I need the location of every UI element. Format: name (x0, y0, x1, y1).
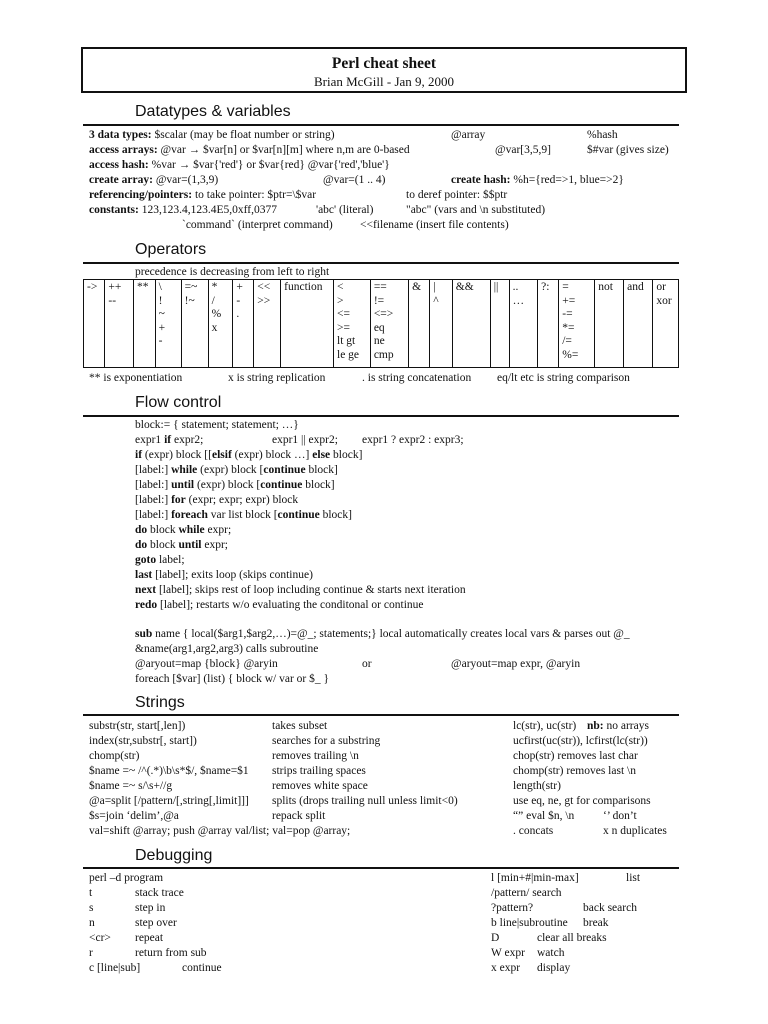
section-heading-strings: Strings (135, 694, 185, 711)
operator-cell: = += -= *= /= %= (559, 280, 595, 368)
string-note: ucfirst(uc(str)), lcfirst(lc(str)) (513, 735, 648, 747)
dt-line-6: constants: 123,123.4,123.4E5,0xff,0377 (89, 204, 277, 216)
op-note-3: . is string concatenation (362, 372, 472, 384)
dt-line-5: referencing/pointers: to take pointer: $ptr=\$var (89, 189, 317, 201)
string-note: length(str) (513, 780, 561, 792)
string-function: substr(str, start[,len]) (89, 720, 186, 732)
section-rule (83, 714, 679, 716)
debug-key: l [min+#|min-max] (491, 872, 579, 884)
debug-desc: list (626, 872, 641, 884)
flow-statement: redo [label]; restarts w/o evaluating the conditonal or continue (135, 599, 424, 611)
flow-foreach: foreach [$var] (list) { block w/ var or $_ } (135, 673, 330, 685)
operator-cell: + - . (233, 280, 254, 368)
operator-cell: * / % x (208, 280, 233, 368)
flow-map-expr: @aryout=map expr, @aryin (451, 658, 581, 670)
string-function: $s=join ‘delim’,@a (89, 810, 179, 822)
debug-desc: return from sub (135, 947, 207, 959)
debug-desc: repeat (135, 932, 164, 944)
string-description: splits (drops trailing null unless limit<0) (272, 795, 458, 807)
debug-desc: clear all breaks (537, 932, 607, 944)
dt-size: $#var (gives size) (587, 144, 669, 156)
dt-line-2: access arrays: @var → $var[n] or $var[n][m] where n,m are 0-based (89, 144, 410, 156)
operator-cell: < > <= >= lt gt le ge (334, 280, 371, 368)
flow-statement: [label:] while (expr) block [continue block] (135, 464, 338, 476)
debug-key: n (89, 917, 95, 929)
operator-cell: & (409, 280, 430, 368)
operator-cell: && (452, 280, 490, 368)
operator-cell: ++ -- (105, 280, 134, 368)
section-rule (83, 262, 679, 264)
dt-hash: %hash (587, 129, 618, 141)
debug-key: b line|subroutine (491, 917, 568, 929)
flow-statement: last [label]; exits loop (skips continue) (135, 569, 313, 581)
flow-or: or (362, 658, 372, 670)
operator-cell: and (624, 280, 653, 368)
dt-slice: @var[3,5,9] (495, 144, 551, 156)
op-note-1: ** is exponentiation (89, 372, 183, 384)
flow-statement: if (expr) block [[elsif (expr) block …] else block] (135, 449, 363, 461)
title-box (81, 47, 687, 93)
debug-command: perl –d program (89, 872, 164, 884)
string-function: $name =~ /^(.*)\b\s*$/, $name=$1 (89, 765, 249, 777)
debug-key: r (89, 947, 93, 959)
operator-cell: << >> (254, 280, 281, 368)
section-rule (83, 867, 679, 869)
debug-desc: display (537, 962, 571, 974)
section-rule (83, 415, 679, 417)
debug-desc: step in (135, 902, 166, 914)
string-note: “” eval $n, \n (513, 810, 575, 822)
flow-expr-ternary: expr1 ? expr2 : expr3; (362, 434, 464, 446)
operator-cell: == != <=> eq ne cmp (370, 280, 408, 368)
operator-cell: function (281, 280, 334, 368)
debug-key: D (491, 932, 500, 944)
string-note-extra: ‘’ don’t (603, 810, 637, 822)
string-function: @a=split [/pattern/[,string[,limit]]] (89, 795, 249, 807)
flow-statement: [label:] foreach var list block [continue block] (135, 509, 352, 521)
section-heading-operators: Operators (135, 241, 207, 258)
debug-desc: step over (135, 917, 177, 929)
debug-key: /pattern/ search (491, 887, 562, 899)
flow-statement: next [label]; skips rest of loop including continue & starts next iteration (135, 584, 466, 596)
debug-desc: back search (583, 902, 637, 914)
debug-desc: continue (182, 962, 222, 974)
debug-desc: stack trace (135, 887, 184, 899)
operator-cell: or xor (653, 280, 679, 368)
operator-cell: not (595, 280, 624, 368)
op-note-4: eq/lt etc is string comparison (497, 372, 630, 384)
string-description: strips trailing spaces (272, 765, 366, 777)
section-rule (83, 124, 679, 126)
section-heading-debugging: Debugging (135, 847, 213, 864)
flow-block: block:= { statement; statement; …} (135, 419, 299, 431)
flow-statement: [label:] until (expr) block [continue block] (135, 479, 335, 491)
flow-expr-or: expr1 || expr2; (272, 434, 338, 446)
flow-expr-if: expr1 if expr2; (135, 434, 204, 446)
dt-file: <<filename (insert file contents) (360, 219, 509, 231)
flow-statement: do block while expr; (135, 524, 232, 536)
string-description: repack split (272, 810, 326, 822)
dt-command: `command` (interpret command) (182, 219, 333, 231)
dt-interp: "abc" (vars and \n substituted) (406, 204, 546, 216)
section-heading-flow: Flow control (135, 394, 222, 411)
string-function: val=shift @array; push @array val/list; val=pop @array; (89, 825, 351, 837)
flow-statement: [label:] for (expr; expr; expr) block (135, 494, 299, 506)
string-function: index(str,substr[, start]) (89, 735, 197, 747)
dt-create-hash: create hash: %h={red=>1, blue=>2} (451, 174, 624, 186)
string-note: use eq, ne, gt for comparisons (513, 795, 651, 807)
string-description: removes trailing \n (272, 750, 359, 762)
operator-cell: ** (134, 280, 156, 368)
dt-literal: 'abc' (literal) (316, 204, 374, 216)
string-function: $name =~ s/\s+//g (89, 780, 173, 792)
debug-key: t (89, 887, 93, 899)
section-heading-datatypes: Datatypes & variables (135, 103, 291, 120)
op-note-2: x is string replication (228, 372, 326, 384)
debug-desc: break (583, 917, 609, 929)
operator-cell: =~ !~ (181, 280, 208, 368)
string-note: chomp(str) removes last \n (513, 765, 636, 777)
precedence-note: precedence is decreasing from left to right (135, 266, 330, 278)
string-function: chomp(str) (89, 750, 140, 762)
debug-key: <cr> (89, 932, 111, 944)
operator-cell: | ^ (430, 280, 452, 368)
dt-deref: to deref pointer: $$ptr (406, 189, 508, 201)
debug-key: ?pattern? (491, 902, 534, 914)
string-note: . concats (513, 825, 554, 837)
operator-cell: -> (84, 280, 105, 368)
operator-table (83, 279, 679, 368)
string-note-extra: x n duplicates (603, 825, 667, 837)
operator-cell: || (490, 280, 509, 368)
debug-key: s (89, 902, 94, 914)
page-subtitle: Brian McGill - Jan 9, 2000 (313, 74, 455, 89)
dt-array: @array (451, 129, 486, 141)
dt-range: @var=(1 .. 4) (323, 174, 386, 186)
debug-key: c [line|sub] (89, 962, 141, 974)
flow-call: &name(arg1,arg2,arg3) calls subroutine (135, 643, 319, 655)
debug-key: x expr (491, 962, 521, 974)
dt-line-3: access hash: %var → $var{'red'} or $var{red} @var{'red','blue'} (89, 159, 390, 171)
flow-sub: sub name { local($arg1,$arg2,…)=@_; statements;} local automatically creates local vars & parses out @_ (135, 628, 630, 640)
operator-cell: .. … (509, 280, 537, 368)
operator-cell: ?: (538, 280, 559, 368)
string-description: removes white space (272, 780, 368, 792)
operator-cell: \ ! ~ + - (155, 280, 181, 368)
string-note: lc(str), uc(str) (513, 720, 577, 732)
flow-statement: goto label; (135, 554, 185, 566)
dt-line-1: 3 data types: $scalar (may be float number or string) (89, 129, 335, 141)
page-title: Perl cheat sheet (331, 55, 437, 72)
string-description: searches for a substring (272, 735, 381, 747)
string-note-extra: nb: no arrays (587, 720, 649, 732)
debug-key: W expr (491, 947, 525, 959)
string-note: chop(str) removes last char (513, 750, 638, 762)
string-description: takes subset (272, 720, 328, 732)
dt-line-4: create array: @var=(1,3,9) (89, 174, 219, 186)
flow-statement: do block until expr; (135, 539, 228, 551)
flow-map-block: @aryout=map {block} @aryin (135, 658, 278, 670)
debug-desc: watch (537, 947, 565, 959)
